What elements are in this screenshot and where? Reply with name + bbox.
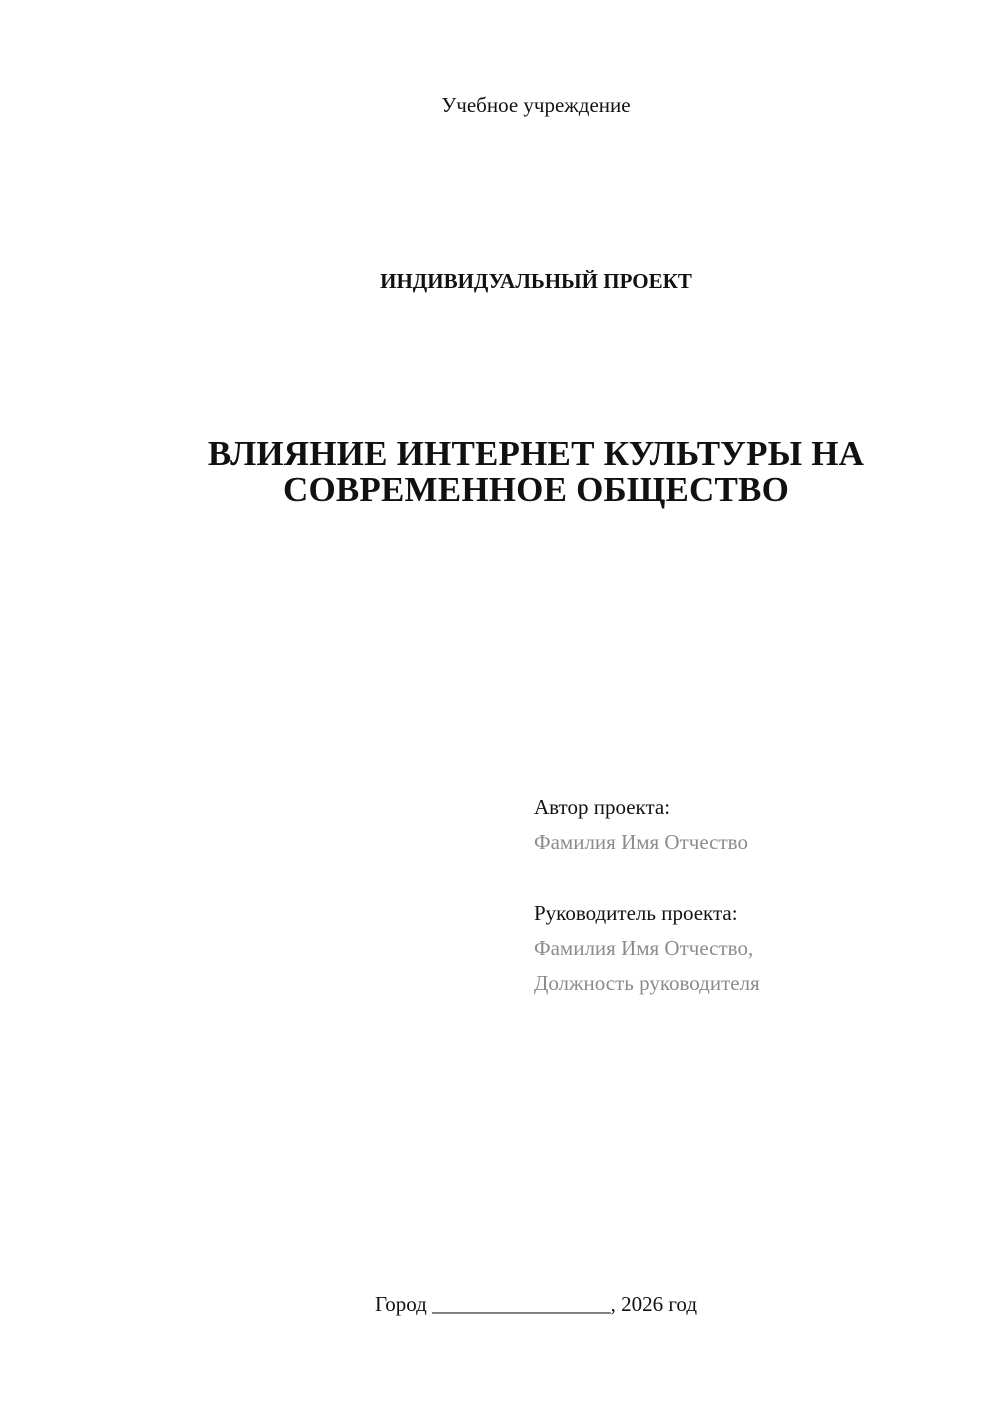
project-title-line-2: СОВРЕМЕННОЕ ОБЩЕСТВО <box>282 470 790 509</box>
supervisor-name: Фамилия Имя Отчество, <box>534 936 754 960</box>
project-title <box>120 436 952 508</box>
credits-block <box>534 790 974 1001</box>
supervisor-position: Должность руководителя <box>534 971 760 995</box>
document-type: ИНДИВИДУАЛЬНЫЙ ПРОЕКТ <box>380 269 692 293</box>
supervisor-label: Руководитель проекта: <box>534 901 738 925</box>
city-year-line: Город _________________, 2026 год <box>374 1292 698 1316</box>
institution-name: Учебное учреждение <box>441 93 631 117</box>
credits-spacer <box>534 860 974 896</box>
author-name: Фамилия Имя Отчество <box>534 830 748 854</box>
author-label: Автор проекта: <box>534 795 671 819</box>
project-title-line-1: ВЛИЯНИЕ ИНТЕРНЕТ КУЛЬТУРЫ НА <box>207 434 865 473</box>
